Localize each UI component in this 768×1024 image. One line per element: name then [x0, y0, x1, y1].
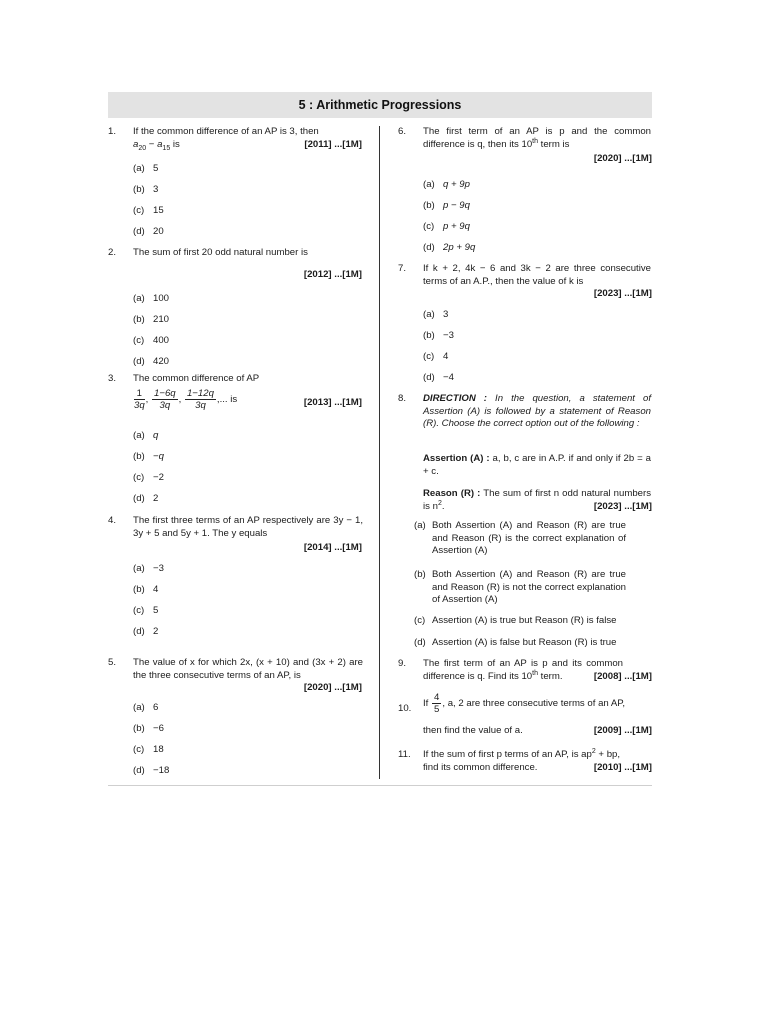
option-a: (a) 5 [133, 163, 159, 174]
assertion-text: Assertion (A) : a, b, c are in A.P. if and only if 2b = a + c. [423, 453, 651, 477]
option-a: (a) −3 [133, 563, 164, 574]
option-a: (a) 6 [133, 702, 159, 713]
question-number: 10. [398, 703, 412, 714]
option-a: (a) Both Assertion (A) and Reason (R) are true and Reason (R) is the correct explanation of Assertion (A) [414, 520, 626, 556]
option-b: (b) −6 [133, 723, 164, 734]
question-text: The sum of first 20 odd natural number is [133, 247, 308, 258]
year-marks-tag: [2013] ...[1M] [303, 397, 362, 408]
option-c: (c) 15 [133, 205, 164, 216]
bottom-rule [108, 785, 652, 786]
year-marks-tag: [2008] ...[1M] [593, 671, 652, 682]
question-text: The first three terms of an AP respectively are 3y − 1, 3y + 5 and 5y + 1. The y equals [133, 515, 363, 539]
option-d: (d) 420 [133, 356, 170, 367]
option-c: (c) 18 [133, 744, 164, 755]
question-number: 8. [398, 393, 407, 404]
question-text: If the sum of first p terms of an AP, is $ap^2$ + bp, [423, 747, 621, 760]
option-d: (d) 2 [133, 493, 159, 504]
option-b: (b) −q [133, 451, 164, 462]
option-c: (c) 4 [423, 351, 449, 362]
option-b: (b) 4 [133, 584, 159, 595]
question-number: 4. [108, 515, 117, 526]
question-7 [398, 263, 652, 388]
year-marks-tag: [2009] ...[1M] [593, 725, 652, 736]
option-a: (a) q [133, 430, 159, 441]
question-number: 11. [398, 749, 411, 760]
option-b: (b) 3 [133, 184, 159, 195]
year-marks-tag: [2014] ...[1M] [303, 542, 362, 553]
question-9 [398, 658, 652, 688]
question-text-continued: then find the value of a. [423, 725, 523, 736]
option-c: (c) p + 9q [423, 221, 470, 232]
fraction: $\frac{1-12q}{3q}$ [186, 388, 214, 411]
fraction: $\frac{1}{3q}$ [134, 388, 145, 411]
question-number: 6. [398, 126, 407, 137]
option-a: (a) 100 [133, 293, 170, 304]
question-11 [398, 749, 652, 779]
fraction: $\frac{4}{5}$ [434, 692, 440, 715]
year-marks-tag: [2012] ...[1M] [303, 269, 362, 280]
question-text: The first term of an AP is p and its common difference is q. Find its 10th term. [423, 658, 623, 682]
option-d: (d) −4 [423, 372, 454, 383]
question-5 [108, 657, 362, 782]
question-number: 7. [398, 263, 407, 274]
option-b: (b) p − 9q [423, 200, 470, 211]
question-number: 1. [108, 126, 117, 137]
option-b: (b) Both Assertion (A) and Reason (R) are true and Reason (R) is not the correct explanation of Assertion (A) [414, 569, 626, 605]
direction-text: DIRECTION : In the question, a statement of Assertion (A) is followed by a statement of Reason (R). Choose the correct option out of the following : [423, 393, 651, 429]
option-d: (d) 20 [133, 226, 164, 237]
question-text: If the common difference of an AP is 3, then $a_{20} - a_{15}$ is [133, 126, 319, 152]
option-d: (d) 2 [133, 626, 159, 637]
question-number: 9. [398, 658, 407, 669]
question-text: If k + 2, 4k − 6 and 3k − 2 are three consecutive terms of an A.P., then the value of k is [423, 263, 651, 287]
question-text: The common difference of AP [133, 373, 260, 384]
question-10 [398, 692, 652, 740]
option-c: (c) −2 [133, 472, 164, 483]
option-a: (a) 3 [423, 309, 449, 320]
option-b: (b) −3 [423, 330, 454, 341]
year-marks-tag: [2020] ...[1M] [303, 682, 362, 693]
year-marks-tag: [2023] ...[1M] [593, 501, 652, 512]
chapter-title: 5 : Arithmetic Progressions [108, 92, 652, 118]
option-d: (d) −18 [133, 765, 170, 776]
question-number: 2. [108, 247, 117, 258]
option-a: (a) q + 9p [423, 179, 470, 190]
reason-text: Reason (R) : The sum of first n odd natural numbers is $n^2$. [423, 488, 652, 512]
question-2 [108, 247, 362, 367]
exam-sheet [108, 92, 652, 792]
option-c: (c) 5 [133, 605, 159, 616]
year-marks-tag: [2010] ...[1M] [593, 762, 652, 773]
option-c: (c) Assertion (A) is true but Reason (R) is false [414, 615, 617, 626]
question-text: The value of x for which 2x, (x + 10) and (3x + 2) are the three consecutive terms of an AP, is [133, 657, 363, 681]
question-1 [108, 126, 362, 246]
option-c: (c) 400 [133, 335, 170, 346]
question-number: 5. [108, 657, 117, 668]
question-6 [398, 126, 652, 256]
fraction: $\frac{1-6q}{3q}$ [154, 388, 176, 411]
question-8 [398, 393, 652, 653]
question-text: The first term of an AP is p and the common difference is q, then its 10th term is [423, 126, 651, 150]
year-marks-tag: [2023] ...[1M] [593, 288, 652, 299]
column-divider [379, 126, 380, 779]
year-marks-tag: [2011] ...[1M] [304, 139, 362, 150]
question-4 [108, 515, 362, 655]
question-text: If $\frac{4}{5}$ , a, 2 are three consecutive terms of an AP, [423, 692, 626, 715]
year-marks-tag: [2020] ...[1M] [593, 153, 652, 164]
option-d: (d) 2p + 9q [423, 242, 476, 253]
question-3 [108, 373, 362, 513]
ap-sequence: $\frac{1}{3q}$ , $\frac{1-6q}{3q}$ , $\frac{1-12q}{3q}$ ,... is [134, 388, 238, 411]
option-b: (b) 210 [133, 314, 170, 325]
question-text-continued: find its common difference. [423, 762, 538, 773]
question-number: 3. [108, 373, 117, 384]
option-d: (d) Assertion (A) is false but Reason (R) is true [414, 637, 617, 648]
